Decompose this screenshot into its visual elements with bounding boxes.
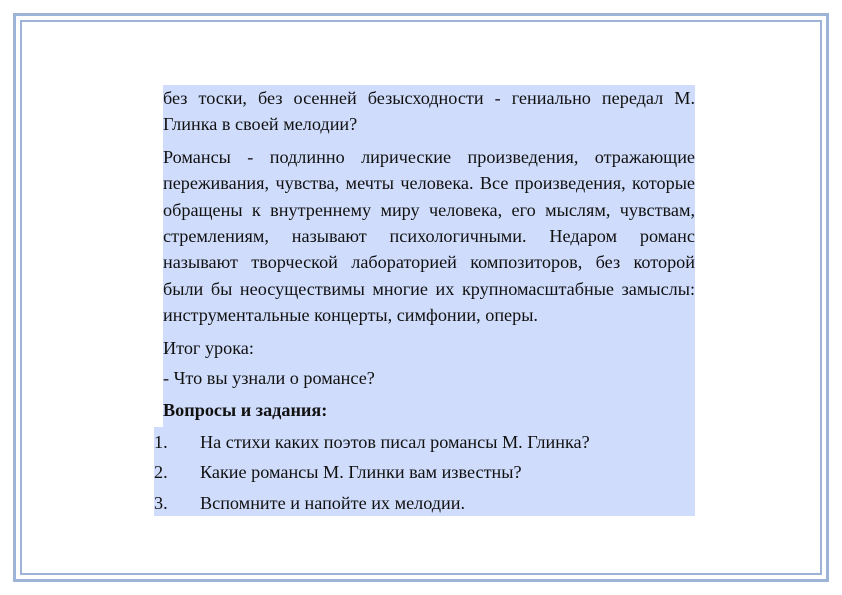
paragraph-question: без тоски, без осенней безысходности - гениально передал М. Глинка в своей мелодии? [163,85,695,142]
list-item-number: 3. [154,492,168,513]
list-item-number: 2. [154,462,168,483]
tasks-list [154,427,695,516]
summary-heading: Итог урока: [163,333,695,363]
summary-question: - Что вы узнали о романсе? [163,363,695,395]
list-item-text: Вспомните и напойте их мелодии. [200,492,466,513]
list-item [154,457,695,487]
list-item [154,427,695,457]
text-content [154,85,695,516]
list-item-text: Какие романсы М. Глинки вам известны? [200,462,522,483]
paragraph-romances: Романсы - подлинно лирические произведения, отражающие переживания, чувства, мечты человека. Все произведения, которые обращены к внутреннему миру человека, его мыслям, чувствам, стремлениям, называют психологичными. Недаром романс называют творческой лабораторией композиторов, без которой были бы неосуществимы многие их крупномасштабные замыслы: инструментальные концерты, симфонии, оперы. [163,142,695,333]
tasks-heading: Вопросы и задания: [163,395,695,426]
list-item-number: 1. [154,431,168,452]
list-item [154,488,695,516]
list-item-text: На стихи каких поэтов писал романсы М. Глинка? [200,431,590,452]
